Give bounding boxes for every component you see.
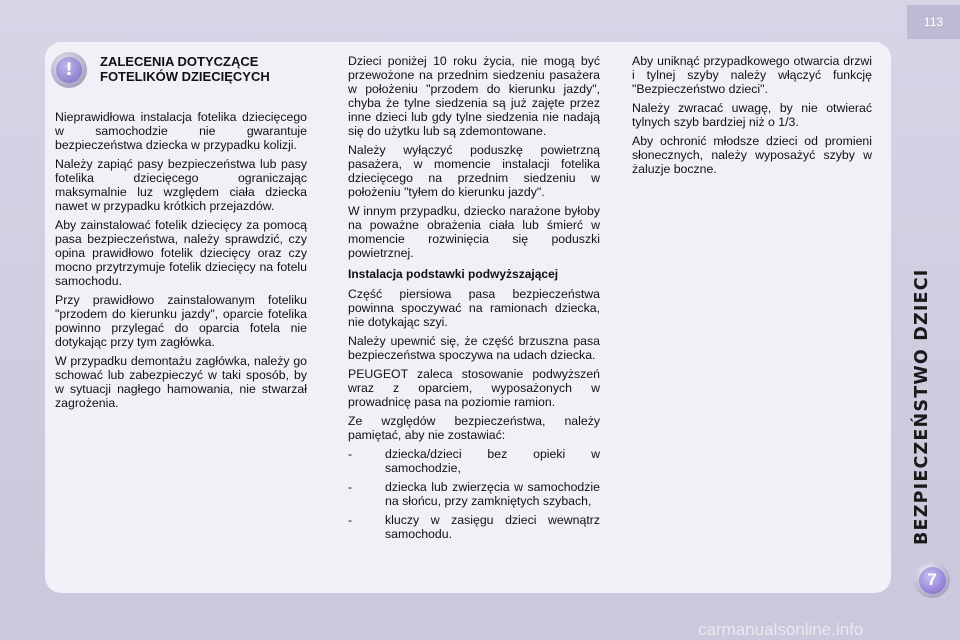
column-3	[632, 54, 872, 181]
paragraph: Przy prawidłowo zainstalowanym foteliku "przodem do kierunku jazdy", oparcie fotelika powinno przylegać do oparcia fotela nie dotykając przy tym zagłówka.	[55, 293, 307, 349]
paragraph: Należy upewnić się, że część brzuszna pasa bezpieczeństwa spoczywa na udach dziecka.	[348, 334, 600, 362]
chapter-number-badge	[914, 562, 950, 598]
warning-list	[348, 447, 600, 541]
list-item: - kluczy w zasięgu dzieci wewnątrz samochodu.	[348, 513, 600, 541]
column-1	[55, 110, 307, 415]
section-title: ZALECENIA DOTYCZĄCE FOTELIKÓW DZIECIĘCYCH	[100, 54, 270, 84]
watermark: carmanualsonline.info	[698, 620, 864, 639]
list-item: - dziecka/dzieci bez opieki w samochodzie,	[348, 447, 600, 475]
paragraph: Należy zwracać uwagę, by nie otwierać tylnych szyb bardziej niż o 1/3.	[632, 101, 872, 129]
paragraph: W przypadku demontażu zagłówka, należy go schować lub zabezpieczyć w taki sposób, by w sytuacji nagłego hamowania, nie stwarzał zagrożenia.	[55, 354, 307, 410]
paragraph: Aby ochronić młodsze dzieci od promieni słonecznych, należy wyposażyć szyby w żaluzje boczne.	[632, 134, 872, 176]
page-number: 113	[907, 5, 960, 39]
chapter-title: BEZPIECZEŃSTWO DZIECI	[912, 268, 932, 545]
chapter-number: 7	[919, 567, 946, 594]
subheading-booster-seat: Instalacja podstawki podwyższającej	[348, 267, 559, 281]
paragraph: W innym przypadku, dziecko narażone byłoby na poważne obrażenia ciała lub śmierć w momencie rozwinięcia się poduszki powietrznej.	[348, 204, 600, 260]
paragraph: Ze względów bezpieczeństwa, należy pamiętać, aby nie zostawiać:	[348, 414, 600, 442]
warning-icon: !	[51, 52, 87, 88]
paragraph: Należy wyłączyć poduszkę powietrzną pasażera, w momencie instalacji fotelika dziecięcego na przednim siedzeniu w położeniu "tyłem do kierunku jazdy".	[348, 143, 600, 199]
paragraph: Dzieci poniżej 10 roku życia, nie mogą być przewożone na przednim siedzeniu pasażera w położeniu "przodem do kierunku jazdy", chyba że tylne siedzenia są już zajęte przez inne dzieci lub gdy tylne siedzenia nie nadają się do użytku lub są zdemontowane.	[348, 54, 600, 138]
paragraph: Część piersiowa pasa bezpieczeństwa powinna spoczywać na ramionach dziecka, nie dotykając szyi.	[348, 287, 600, 329]
list-item: - dziecka lub zwierzęcia w samochodzie na słońcu, przy zamkniętych szybach,	[348, 480, 600, 508]
paragraph: Aby zainstalować fotelik dziecięcy za pomocą pasa bezpieczeństwa, należy sprawdzić, czy opina prawidłowo fotelik dziecięcy oraz czy mocno przytrzymuje fotelik dziecięcy na fotelu samochodu.	[55, 218, 307, 288]
column-2	[348, 54, 600, 546]
paragraph: Należy zapiąć pasy bezpieczeństwa lub pasy fotelika dziecięcego ograniczając maksymalnie luz względem ciała dziecka nawet w przypadku krótkich przejazdów.	[55, 157, 307, 213]
paragraph: Aby uniknąć przypadkowego otwarcia drzwi i tylnej szyby należy włączyć funkcję "Bezpieczeństwo dzieci".	[632, 54, 872, 96]
paragraph: Nieprawidłowa instalacja fotelika dziecięcego w samochodzie nie gwarantuje bezpieczeństwa dziecka w przypadku kolizji.	[55, 110, 307, 152]
paragraph: PEUGEOT zaleca stosowanie podwyższeń wraz z oparciem, wyposażonych w prowadnicę pasa na poziomie ramion.	[348, 367, 600, 409]
